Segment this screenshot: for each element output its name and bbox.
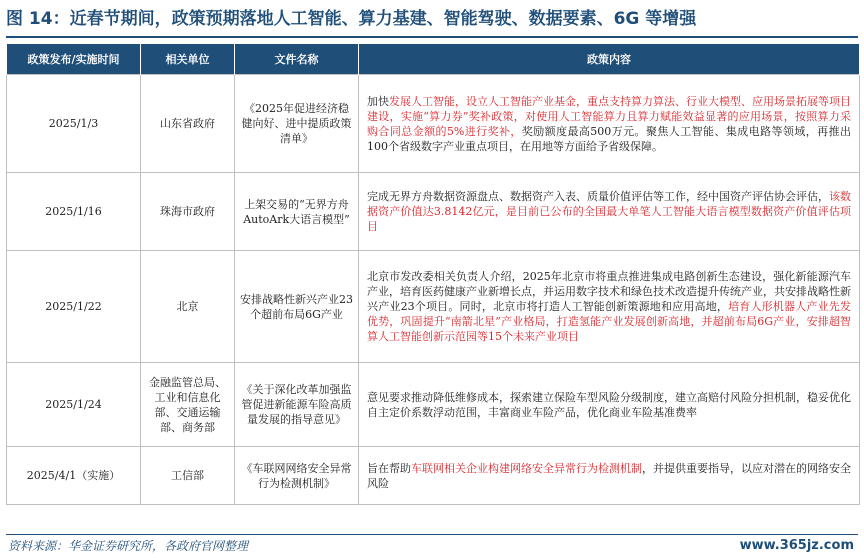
cell-date: 2025/1/22 — [7, 251, 141, 363]
cell-content — [359, 75, 860, 173]
content-text: 旨在帮助 — [367, 461, 411, 475]
cell-date: 2025/1/16 — [7, 173, 141, 251]
highlighted-text: 该数据资产价值达3.8142亿元，是目前已公布的全国最大单笔人工智能大语言模型数据资产价值评估项目 — [367, 190, 851, 233]
cell-content — [359, 447, 860, 505]
header-content: 政策内容 — [359, 44, 860, 75]
content-text: 意见要求推动降低维修成本，探索建立保险车型风险分级制度，建立高赔付风险分担机制，稳妥优化自主定价系数浮动范围，丰富商业车险产品，优化商业车险基准费率 — [367, 390, 851, 419]
cell-unit: 山东省政府 — [141, 75, 235, 173]
content-text: 奖励额度最高500万元。聚焦人工智能、集成电路等领域，再推出100个省级数字产业重点项目，在用地等方面给予省级保障。 — [367, 124, 851, 153]
cell-document: 《车联网网络安全异常行为检测机制》 — [235, 447, 359, 505]
cell-document: 上架交易的“无界方舟AutoArk大语言模型” — [235, 173, 359, 251]
table-row — [7, 447, 860, 505]
highlighted-text: 培育人形机器人产业先发优势，巩固提升“南箭北星”产业格局，打造氢能产业发展创新高地，并超前布局6G产业，安排超智算人工智能创新示范园等15个未来产业项目 — [367, 300, 851, 343]
policy-table — [6, 44, 860, 505]
highlighted-text: 车联网相关企业构建网络安全异常行为检测机制 — [411, 461, 642, 475]
cell-document: 《关于深化改革加强监管促进新能源车险高质量发展的指导意见》 — [235, 363, 359, 447]
header-document: 文件名称 — [235, 44, 359, 75]
cell-content — [359, 173, 860, 251]
cell-date: 2025/4/1（实施） — [7, 447, 141, 505]
cell-document: 《2025年促进经济稳健向好、进中提质政策清单》 — [235, 75, 359, 173]
source-note: 资料来源：华金证券研究所，各政府官网整理 — [8, 539, 249, 553]
cell-date: 2025/1/24 — [7, 363, 141, 447]
figure-title: 图 14：近春节期间，政策预期落地人工智能、算力基建、智能驾驶、数据要素、6G 等增强 — [6, 9, 697, 29]
table-header-row — [7, 44, 860, 75]
cell-unit: 北京 — [141, 251, 235, 363]
cell-date: 2025/1/3 — [7, 75, 141, 173]
content-text: 加快 — [367, 94, 389, 108]
content-text: 完成无界方舟数据资源盘点、数据资产入表、质量价值评估等工作，经中国资产评估协会评估， — [367, 190, 829, 203]
cell-unit: 金融监管总局、工业和信息化部、交通运输部、商务部 — [141, 363, 235, 447]
table-row — [7, 173, 860, 251]
site-watermark: www.365jz.com — [739, 538, 854, 553]
cell-document: 安排战略性新兴产业23个超前布局6G产业 — [235, 251, 359, 363]
cell-content — [359, 363, 860, 447]
content-text: 北京市发改委相关负责人介绍，2025年北京市将重点推进集成电路创新生态建设，强化新能源汽车产业，培育医药健康产业新增长点，并运用数字技术和绿色技术改造提升传统产业，共安排战略性新兴产业23个项目。同时，北京市将打造人工智能创新策源地和应用高地， — [367, 270, 851, 313]
table-row — [7, 251, 860, 363]
header-unit: 相关单位 — [141, 44, 235, 75]
highlighted-text: 发展人工智能，设立人工智能产业基金，重点支持算力算法、行业大模型、应用场景拓展等项目建设，实施“算力券”奖补政策，对使用人工智能算力且算力赋能效益显著的应用场景，按照算力采购合同总金额的5%进行奖补， — [367, 94, 851, 138]
cell-content — [359, 251, 860, 363]
table-row — [7, 363, 860, 447]
title-divider — [6, 36, 858, 38]
footer-divider — [6, 534, 858, 535]
header-date: 政策发布/实施时间 — [7, 44, 141, 75]
cell-unit: 工信部 — [141, 447, 235, 505]
cell-unit: 珠海市政府 — [141, 173, 235, 251]
table-row — [7, 75, 860, 173]
content-text: ，并提供重要指导，以应对潜在的网络安全风险 — [367, 461, 851, 490]
